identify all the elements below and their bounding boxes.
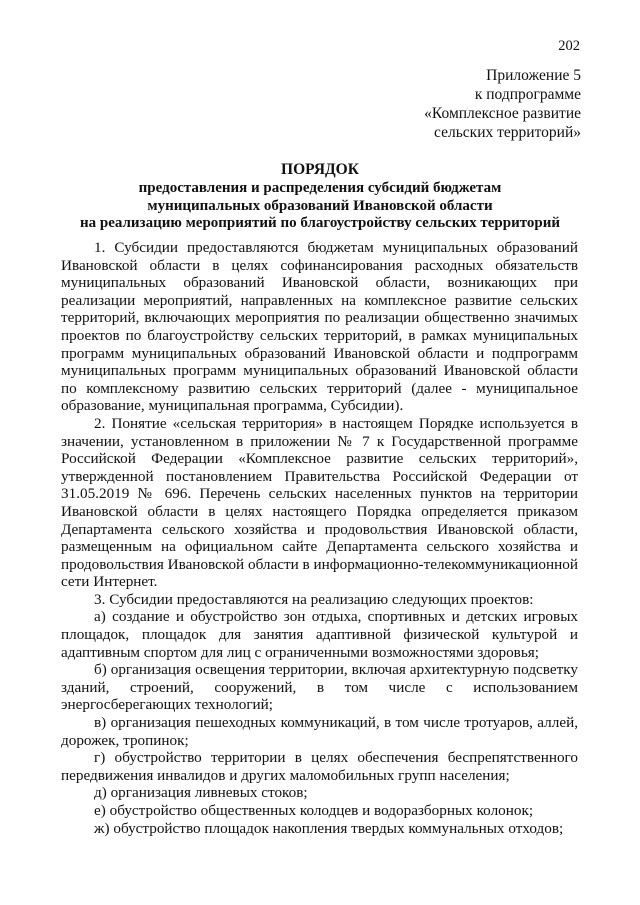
document-title: [60, 160, 580, 233]
list-item-a: а) создание и обустройство зон отдыха, спортивных и детских игровых площадок, площадок для занятия адаптивной физической культурой и адаптивным спортом для лиц с ограниченными возможностями здоровья;: [61, 608, 578, 661]
paragraph-rural-territory-definition: 2. Понятие «сельская территория» в настоящем Порядке используется в значении, установленном в приложении № 7 к Государственной программе Российской Федерации «Комплексное развитие сельских территорий», утвержденной постановлением Правительства Российской Федерации от 31.05.2019 № 696. Перечень сельских населенных пунктов на территории Ивановской области в целях настоящего Порядка определяется приказом Департамента сельского хозяйства и продовольствия Ивановской области, размещенным на официальном сайте Департамента сельского хозяйства и продовольствия Ивановской области в информационно-телекоммуникационной сети Интернет.: [61, 414, 578, 591]
appendix-line: к подпрограмме: [474, 86, 581, 103]
title-line: муниципальных образований Ивановской области: [147, 197, 493, 214]
appendix-line: Приложение 5: [486, 67, 581, 84]
appendix-line: сельских территорий»: [434, 124, 581, 141]
page-number: 202: [558, 38, 580, 54]
title-line: предоставления и распределения субсидий бюджетам: [138, 180, 502, 196]
title-main: ПОРЯДОК: [281, 161, 359, 178]
list-item-zh: ж) обустройство площадок накопления твердых коммунальных отходов;: [94, 819, 564, 837]
list-item-b: б) организация освещения территории, включая архитектурную подсветку зданий, строений, сооружений, в том числе с использованием энергосберегающих технологий;: [61, 661, 578, 714]
paragraph-projects-intro: 3. Субсидии предоставляются на реализацию следующих проектов:: [94, 590, 534, 608]
appendix-reference: [424, 66, 581, 142]
list-item-e: е) обустройство общественных колодцев и водоразборных колонок;: [94, 802, 534, 819]
appendix-line: «Комплексное развитие: [424, 105, 581, 122]
list-item-d: д) организация ливневых стоков;: [94, 784, 308, 802]
document-body: [61, 239, 578, 837]
list-item-g: г) обустройство территории в целях обеспечения беспрепятственного передвижения инвалидов и других маломобильных групп населения;: [61, 749, 578, 784]
paragraph-subsidies-purpose: 1. Субсидии предоставляются бюджетам муниципальных образований Ивановской области в целях софинансирования расходных обязательств муниципальных образований Ивановской области, возникающих при реализации мероприятий, направленных на комплексное развитие сельских территорий, включающих мероприятия по реализации общественно значимых проектов по благоустройству сельских территорий, в рамках муниципальных программ муниципальных образований Ивановской области и подпрограмм муниципальных программ муниципальных образований Ивановской области по комплексному развитию сельских территорий (далее - муниципальное образование, муниципальная программа, Субсидии).: [61, 239, 578, 415]
title-line: на реализацию мероприятий по благоустройству сельских территорий: [79, 215, 561, 231]
list-item-v: в) организация пешеходных коммуникаций, в том числе тротуаров, аллей, дорожек, тропинок;: [61, 714, 578, 749]
